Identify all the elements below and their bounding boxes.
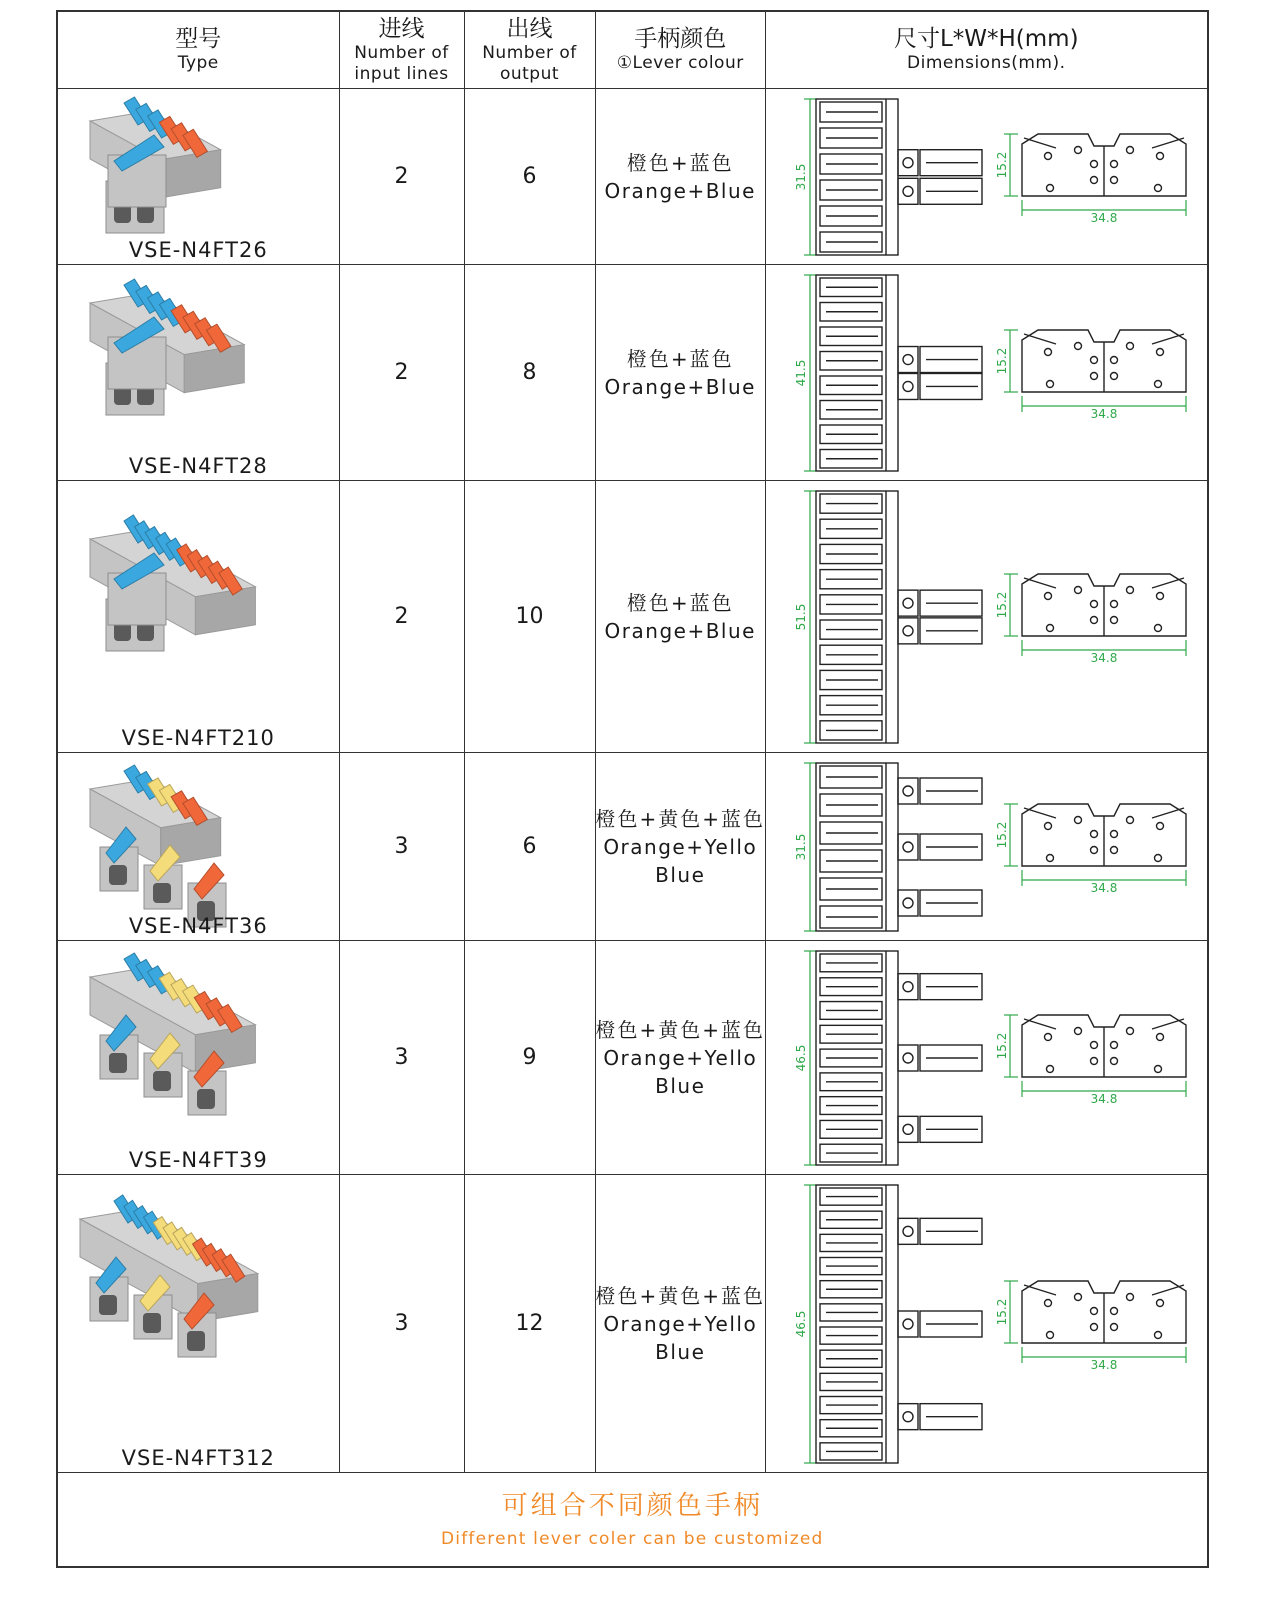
profile-hole: [1047, 381, 1054, 388]
lever-colour-cell: [595, 753, 766, 941]
product-image: [78, 273, 318, 443]
input-count: 3: [394, 834, 409, 859]
profile-hole: [1155, 855, 1162, 862]
footer-row: [57, 1473, 1208, 1568]
input-port-drawing: [898, 1045, 982, 1071]
input-lines-cell: [339, 89, 464, 265]
output-count: 9: [522, 1045, 537, 1070]
profile-hole: [1075, 817, 1082, 824]
header-output-en1: Number of: [482, 42, 577, 63]
lever-colour-cell: [595, 265, 766, 481]
lever-colour-cell: [595, 941, 766, 1175]
model-number: VSE-N4FT28: [128, 454, 268, 478]
height-label: 15.2: [995, 591, 1010, 619]
header-output-cn: 出线: [506, 15, 553, 42]
width-label: 34.8: [1090, 407, 1118, 421]
profile-hole: [1091, 617, 1098, 624]
height-label: 15.2: [995, 151, 1010, 179]
table-row: [57, 89, 1208, 265]
output-count: 12: [515, 1311, 544, 1336]
profile-hole: [1127, 1028, 1134, 1035]
profile-hole: [1127, 147, 1134, 154]
screw-hole: [903, 1226, 913, 1236]
lever-colour-cn: 橙色+蓝色: [626, 590, 734, 615]
lever-colour-en: Orange+Yello: [603, 1311, 758, 1336]
dimensions-cell: [766, 481, 1208, 753]
profile-hole: [1091, 601, 1098, 608]
type-cell: [57, 265, 339, 481]
dimension-drawing: [766, 753, 1208, 941]
profile-hole: [1111, 1058, 1118, 1065]
profile-hole: [1111, 161, 1118, 168]
side-profile: [1022, 330, 1186, 392]
wire-port: [153, 883, 171, 903]
input-clamp: [898, 834, 918, 860]
profile-hole: [1091, 1058, 1098, 1065]
footer-note-cn: 可组合不同颜色手柄: [501, 1490, 763, 1521]
product-image: [78, 759, 318, 909]
profile-hole: [1075, 587, 1082, 594]
output-lines-cell: [464, 1175, 595, 1473]
input-block: [100, 1015, 138, 1079]
footer-note-en: Different lever coler can be customized: [441, 1528, 824, 1549]
profile-hole: [1047, 625, 1054, 632]
lever-colour-en-2: Blue: [655, 862, 706, 887]
header-color-en: ①Lever colour: [616, 53, 744, 73]
side-profile: [1022, 804, 1186, 866]
input-count: 3: [394, 1045, 409, 1070]
profile-hole: [1047, 1332, 1054, 1339]
input-port-drawing: [898, 178, 982, 204]
screw-hole: [903, 898, 913, 908]
header-input-cn: 进线: [378, 15, 425, 42]
type-cell: [57, 753, 339, 941]
length-label: 31.5: [794, 833, 809, 861]
lever-colour-en: Orange+Yello: [603, 1045, 758, 1070]
profile-hole: [1111, 617, 1118, 624]
model-number: VSE-N4FT312: [121, 1446, 275, 1470]
model-number: VSE-N4FT39: [128, 1148, 268, 1172]
header-type-en: Type: [177, 53, 219, 73]
table-row: [57, 1175, 1208, 1473]
profile-hole: [1155, 185, 1162, 192]
input-lines-cell: [339, 941, 464, 1175]
output-count: 10: [515, 604, 544, 629]
height-label: 15.2: [995, 1032, 1010, 1060]
output-lines-cell: [464, 265, 595, 481]
output-lines-cell: [464, 481, 595, 753]
header-row: [57, 11, 1208, 89]
input-count: 2: [394, 360, 409, 385]
input-clamp: [898, 150, 918, 176]
length-label: 41.5: [794, 359, 809, 387]
model-number: VSE-N4FT36: [128, 914, 268, 938]
dimension-drawing: [766, 265, 1208, 481]
width-label: 34.8: [1090, 881, 1118, 895]
header-input-en1: Number of: [354, 42, 449, 63]
lever-colour-cn: 橙色+蓝色: [626, 346, 734, 371]
input-port-drawing: [898, 890, 982, 916]
profile-hole: [1047, 1066, 1054, 1073]
side-profile: [1022, 134, 1186, 196]
lever-colour-en: Orange+Blue: [604, 374, 756, 399]
table-row: [57, 753, 1208, 941]
profile-hole: [1155, 1332, 1162, 1339]
profile-hole: [1047, 185, 1054, 192]
lever-colour-en-2: Blue: [655, 1073, 706, 1098]
dimension-drawing: [766, 89, 1208, 265]
screw-hole: [903, 786, 913, 796]
profile-hole: [1045, 823, 1052, 830]
header-dim-en: Dimensions(mm).: [907, 53, 1066, 73]
input-clamp: [898, 1116, 918, 1142]
input-port-drawing: [898, 1218, 982, 1244]
input-count: 2: [394, 604, 409, 629]
length-label: 31.5: [794, 163, 809, 191]
length-label: 46.5: [794, 1044, 809, 1072]
screw-hole: [903, 158, 913, 168]
screw-hole: [903, 598, 913, 608]
header-dimensions: [766, 11, 1208, 89]
type-cell: [57, 89, 339, 265]
output-count: 8: [522, 360, 537, 385]
header-input-lines: [339, 11, 464, 89]
height-label: 15.2: [995, 821, 1010, 849]
lever-colour-cn: 橙色+黄色+蓝色: [595, 806, 766, 831]
input-clamp: [898, 373, 918, 399]
input-port-drawing: [898, 347, 982, 373]
input-lines-cell: [339, 1175, 464, 1473]
lever-colour-cell: [595, 89, 766, 265]
header-color-cn: 手柄颜色: [634, 26, 727, 52]
output-lines-cell: [464, 753, 595, 941]
input-port-drawing: [898, 778, 982, 804]
screw-hole: [903, 626, 913, 636]
profile-hole: [1045, 1300, 1052, 1307]
width-label: 34.8: [1090, 1358, 1118, 1372]
profile-hole: [1091, 1324, 1098, 1331]
input-clamp: [898, 347, 918, 373]
product-image: [78, 91, 318, 241]
profile-hole: [1091, 357, 1098, 364]
profile-hole: [1075, 1294, 1082, 1301]
input-port-drawing: [898, 974, 982, 1000]
length-label: 51.5: [794, 603, 809, 631]
wire-port: [99, 1295, 117, 1315]
profile-hole: [1111, 847, 1118, 854]
width-label: 34.8: [1090, 1092, 1118, 1106]
input-port-drawing: [898, 1311, 982, 1337]
header-type: [57, 11, 339, 89]
input-clamp: [898, 890, 918, 916]
profile-hole: [1111, 1308, 1118, 1315]
input-port-drawing: [898, 618, 982, 644]
length-label: 46.5: [794, 1310, 809, 1338]
profile-hole: [1127, 817, 1134, 824]
profile-hole: [1157, 1300, 1164, 1307]
table-row: [57, 481, 1208, 753]
profile-hole: [1155, 625, 1162, 632]
input-lines-cell: [339, 481, 464, 753]
input-clamp: [898, 1218, 918, 1244]
side-profile: [1022, 574, 1186, 636]
width-label: 34.8: [1090, 651, 1118, 665]
profile-hole: [1091, 1308, 1098, 1315]
profile-hole: [1091, 847, 1098, 854]
input-port-drawing: [898, 150, 982, 176]
output-count: 6: [522, 834, 537, 859]
lever-colour-cn: 橙色+黄色+蓝色: [595, 1283, 766, 1308]
wire-port: [143, 1313, 161, 1333]
profile-hole: [1091, 161, 1098, 168]
profile-hole: [1157, 823, 1164, 830]
input-clamp: [898, 1404, 918, 1430]
output-lines-cell: [464, 89, 595, 265]
profile-hole: [1111, 1324, 1118, 1331]
header-output-lines: [464, 11, 595, 89]
profile-hole: [1127, 587, 1134, 594]
input-port-drawing: [898, 1116, 982, 1142]
input-block: [100, 827, 138, 891]
input-clamp: [898, 778, 918, 804]
profile-hole: [1045, 593, 1052, 600]
table-row: [57, 265, 1208, 481]
input-count: 3: [394, 1311, 409, 1336]
lever-colour-cn: 橙色+黄色+蓝色: [595, 1017, 766, 1042]
screw-hole: [903, 982, 913, 992]
lever-colour-en-2: Blue: [655, 1339, 706, 1364]
height-label: 15.2: [995, 1298, 1010, 1326]
profile-hole: [1047, 855, 1054, 862]
footer-cell: [57, 1473, 1208, 1568]
profile-hole: [1091, 1042, 1098, 1049]
screw-hole: [903, 186, 913, 196]
profile-hole: [1091, 177, 1098, 184]
dimensions-cell: [766, 941, 1208, 1175]
dimension-drawing: [766, 481, 1208, 753]
spec-table: [56, 10, 1209, 1568]
dimension-drawing: [766, 1175, 1208, 1473]
dimensions-cell: [766, 1175, 1208, 1473]
table-row: [57, 941, 1208, 1175]
product-image: [78, 947, 318, 1137]
screw-hole: [903, 1319, 913, 1329]
input-lines-cell: [339, 753, 464, 941]
input-lines-cell: [339, 265, 464, 481]
type-cell: [57, 941, 339, 1175]
profile-hole: [1157, 349, 1164, 356]
screw-hole: [903, 1124, 913, 1134]
dimension-drawing: [766, 941, 1208, 1175]
product-image: [78, 509, 318, 709]
type-cell: [57, 481, 339, 753]
lever-colour-cn: 橙色+蓝色: [626, 150, 734, 175]
wire-port: [197, 1089, 215, 1109]
input-clamp: [898, 590, 918, 616]
header-output-en2: output: [499, 63, 560, 84]
wire-port: [109, 1053, 127, 1073]
input-clamp: [898, 178, 918, 204]
dimensions-cell: [766, 265, 1208, 481]
profile-hole: [1091, 373, 1098, 380]
input-port-drawing: [898, 590, 982, 616]
lever-colour-en: Orange+Blue: [604, 618, 756, 643]
lever-colour-cell: [595, 1175, 766, 1473]
input-port-drawing: [898, 834, 982, 860]
wire-port: [187, 1331, 205, 1351]
profile-hole: [1045, 1034, 1052, 1041]
profile-hole: [1127, 1294, 1134, 1301]
side-profile: [1022, 1281, 1186, 1343]
profile-hole: [1111, 373, 1118, 380]
wire-port: [153, 1071, 171, 1091]
profile-hole: [1111, 601, 1118, 608]
screw-hole: [903, 381, 913, 391]
profile-hole: [1075, 1028, 1082, 1035]
screw-hole: [903, 1412, 913, 1422]
header-dim-cn: 尺寸L*W*H(mm): [893, 26, 1079, 52]
input-port-drawing: [898, 1404, 982, 1430]
header-lever-colour: [595, 11, 766, 89]
side-profile: [1022, 1015, 1186, 1077]
header-input-en2: input lines: [354, 63, 449, 84]
profile-hole: [1075, 147, 1082, 154]
dimensions-cell: [766, 89, 1208, 265]
input-clamp: [898, 618, 918, 644]
profile-hole: [1045, 349, 1052, 356]
width-label: 34.8: [1090, 211, 1118, 225]
product-image: [68, 1189, 328, 1429]
wire-port: [109, 865, 127, 885]
input-block: [90, 1257, 128, 1321]
profile-hole: [1111, 831, 1118, 838]
input-clamp: [898, 1045, 918, 1071]
profile-hole: [1075, 343, 1082, 350]
profile-hole: [1157, 153, 1164, 160]
header-type-cn: 型号: [175, 26, 222, 52]
input-count: 2: [394, 164, 409, 189]
lever-colour-en: Orange+Yello: [603, 834, 758, 859]
input-clamp: [898, 1311, 918, 1337]
profile-hole: [1111, 177, 1118, 184]
screw-hole: [903, 1053, 913, 1063]
lever-colour-en: Orange+Blue: [604, 178, 756, 203]
dimensions-cell: [766, 753, 1208, 941]
profile-hole: [1127, 343, 1134, 350]
model-number: VSE-N4FT26: [128, 238, 268, 262]
profile-hole: [1155, 381, 1162, 388]
screw-hole: [903, 355, 913, 365]
profile-hole: [1157, 1034, 1164, 1041]
input-clamp: [898, 974, 918, 1000]
profile-hole: [1157, 593, 1164, 600]
profile-hole: [1155, 1066, 1162, 1073]
type-cell: [57, 1175, 339, 1473]
profile-hole: [1111, 357, 1118, 364]
profile-hole: [1111, 1042, 1118, 1049]
output-lines-cell: [464, 941, 595, 1175]
height-label: 15.2: [995, 347, 1010, 375]
profile-hole: [1091, 831, 1098, 838]
profile-hole: [1045, 153, 1052, 160]
output-count: 6: [522, 164, 537, 189]
lever-colour-cell: [595, 481, 766, 753]
screw-hole: [903, 842, 913, 852]
input-port-drawing: [898, 373, 982, 399]
model-number: VSE-N4FT210: [121, 726, 275, 750]
